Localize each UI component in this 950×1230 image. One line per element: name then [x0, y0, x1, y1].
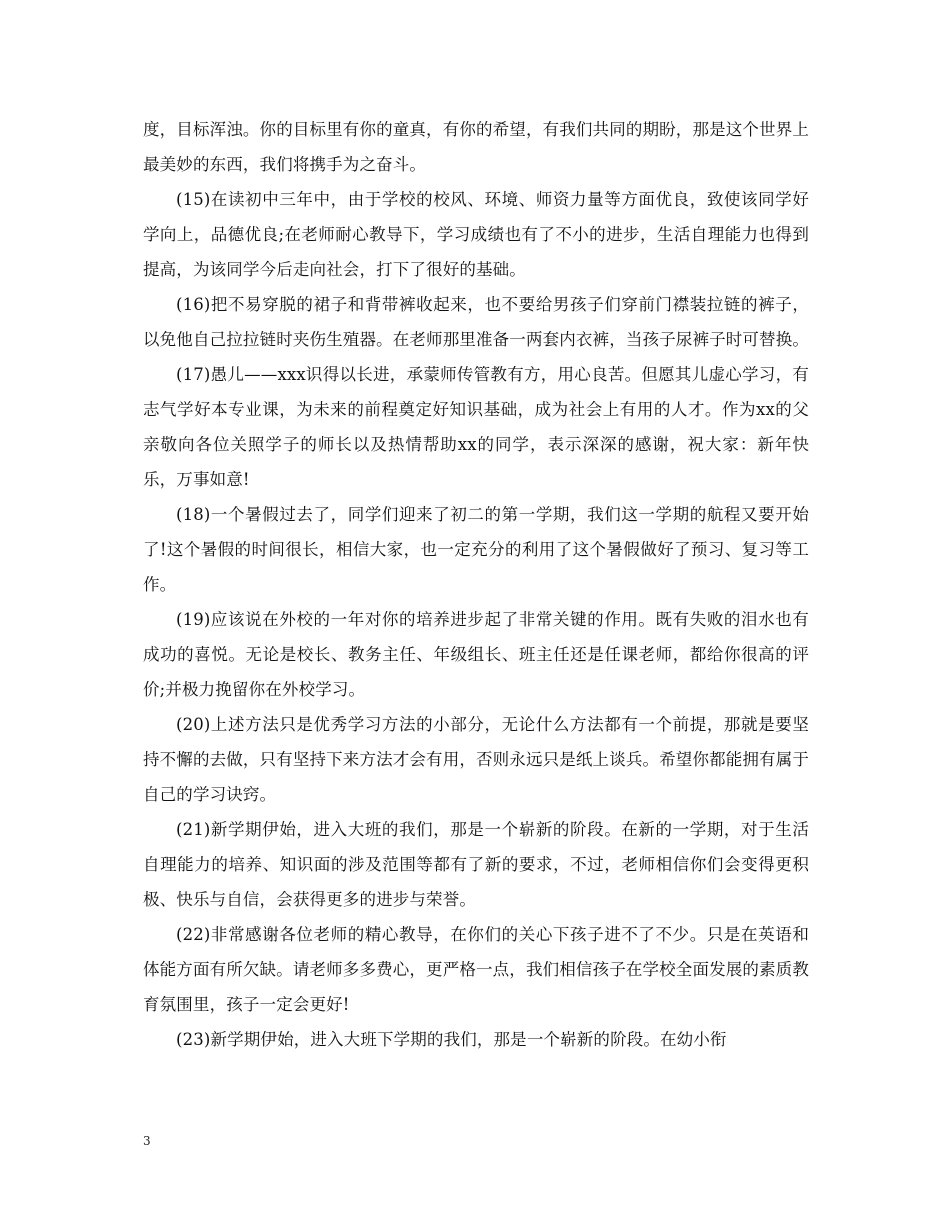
paragraph-17: (17)愚儿——xxx识得以长进，承蒙师传管教有方，用心良苦。但愿其儿虚心学习，有志气学好本专业课，为未来的前程奠定好知识基础，成为社会上有用的人才。作为xx的父亲敬向各位关照学子的师长以及热情帮助xx的同学，表示深深的感谢，祝大家：新年快乐，万事如意!: [143, 365, 809, 489]
paragraph-15: (15)在读初中三年中，由于学校的校风、环境、师资力量等方面优良，致使该同学好学向上，品德优良;在老师耐心教导下，学习成绩也有了不小的进步，生活自理能力也得到提高，为该同学今后走向社会，打下了很好的基础。: [143, 190, 809, 279]
paragraph-21: (21)新学期伊始，进入大班的我们，那是一个崭新的阶段。在新的一学期，对于生活自理能力的培养、知识面的涉及范围等都有了新的要求，不过，老师相信你们会变得更积极、快乐与自信，会获得更多的进步与荣誉。: [143, 820, 809, 909]
paragraph-16: (16)把不易穿脱的裙子和背带裤收起来，也不要给男孩子们穿前门襟装拉链的裤子，以免他自己拉拉链时夹伤生殖器。在老师那里准备一两套内衣裤，当孩子尿裤子时可替换。: [143, 295, 809, 349]
paragraph-23: (23)新学期伊始，进入大班下学期的我们，那是一个崭新的阶段。在幼小衔: [176, 1030, 727, 1049]
paragraph-19: (19)应该说在外校的一年对你的培养进步起了非常关键的作用。既有失败的泪水也有成功的喜悦。无论是校长、教务主任、年级组长、班主任还是任课老师，都给你很高的评价;并极力挽留你在外校学习。: [143, 610, 809, 699]
document-body: [143, 112, 809, 1057]
paragraph-continued: 度，目标浑浊。你的目标里有你的童真，有你的希望，有我们共同的期盼，那是这个世界上最美妙的东西，我们将携手为之奋斗。: [143, 120, 809, 174]
paragraph-18: (18)一个暑假过去了，同学们迎来了初二的第一学期，我们这一学期的航程又要开始了!这个暑假的时间很长，相信大家，也一定充分的利用了这个暑假做好了预习、复习等工作。: [143, 505, 809, 594]
paragraph-22: (22)非常感谢各位老师的精心教导，在你们的关心下孩子进不了不少。只是在英语和体能方面有所欠缺。请老师多多费心，更严格一点，我们相信孩子在学校全面发展的素质教育氛围里，孩子一定会更好!: [143, 925, 809, 1014]
paragraph-20: (20)上述方法只是优秀学习方法的小部分，无论什么方法都有一个前提，那就是要坚持不懈的去做，只有坚持下来方法才会有用，否则永远只是纸上谈兵。希望你都能拥有属于自己的学习诀窍。: [143, 715, 809, 804]
page-number: 3: [143, 1134, 151, 1148]
